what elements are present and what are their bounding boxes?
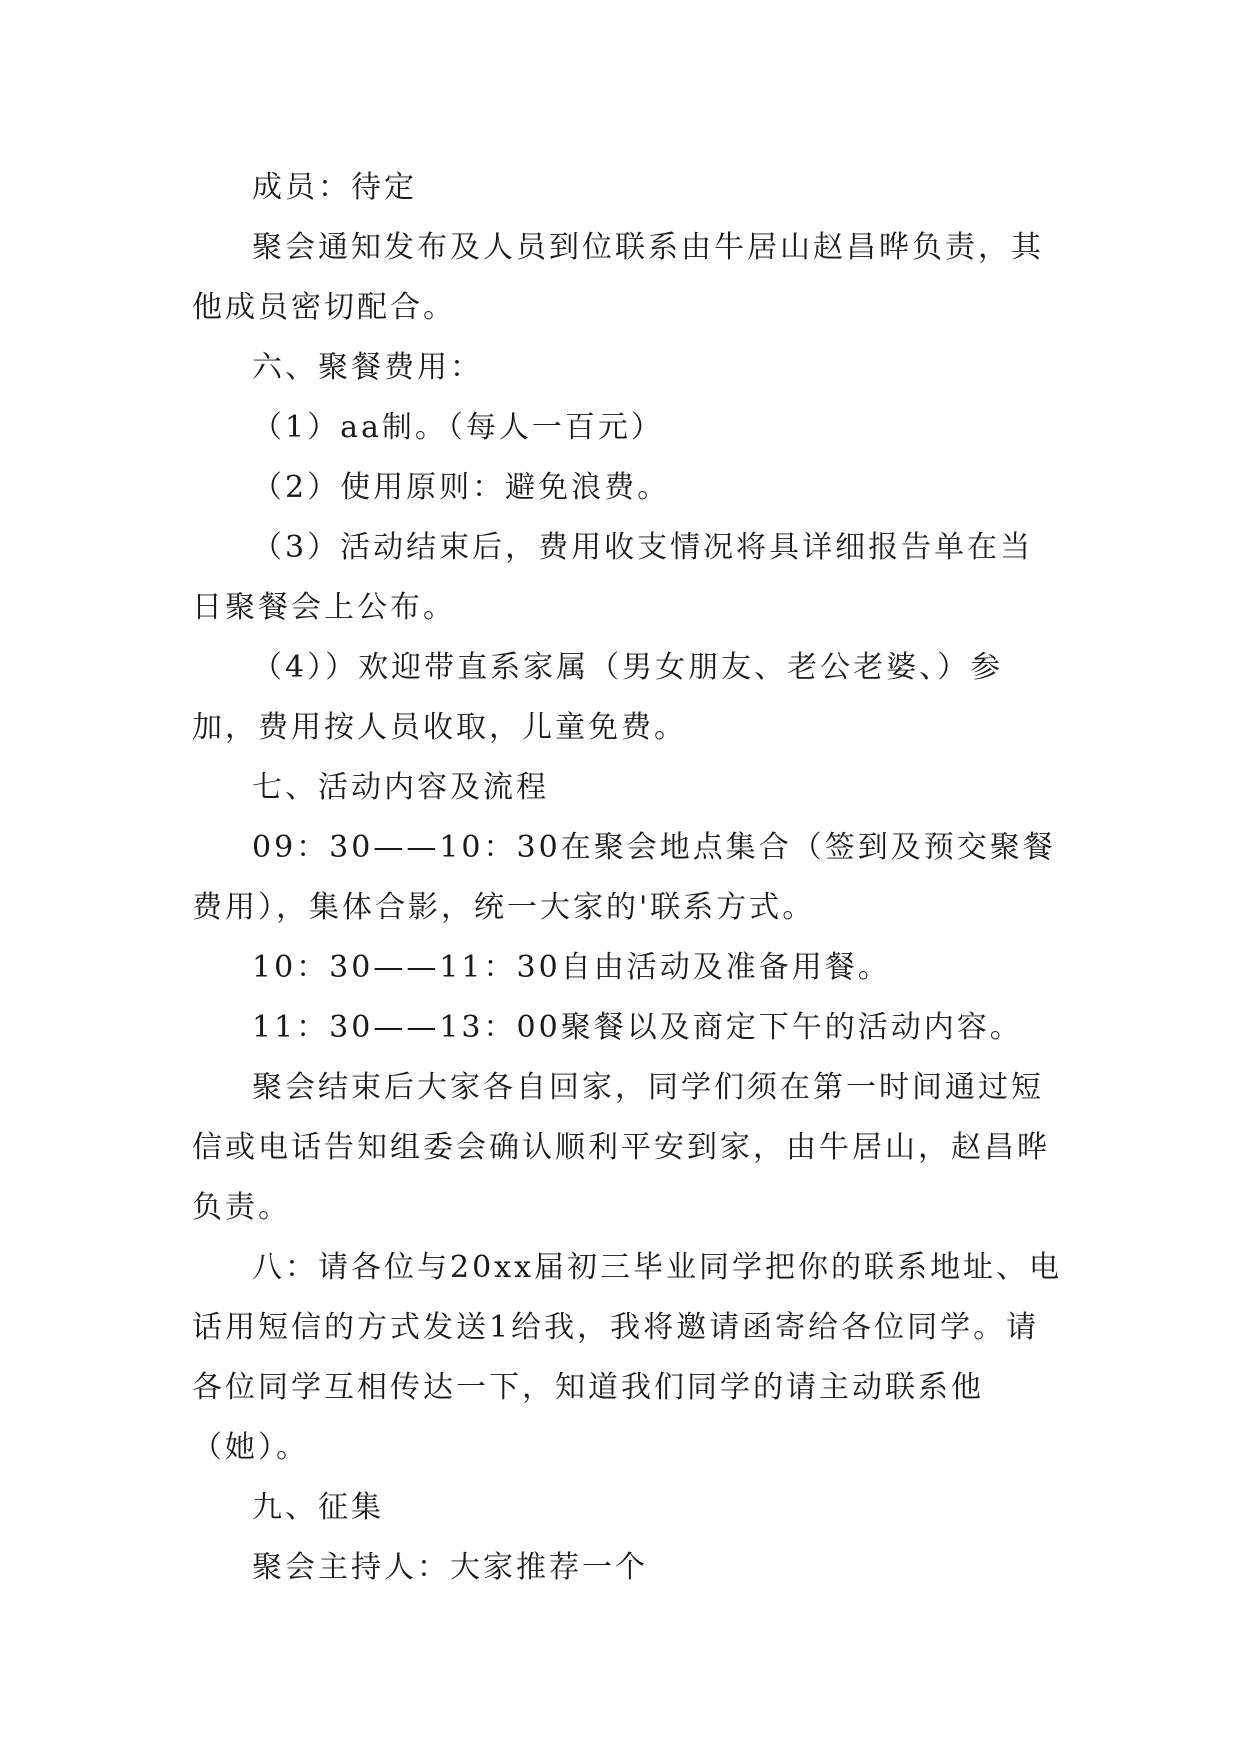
document-body <box>192 158 1062 1598</box>
heading-section-six: 六、聚餐费用： <box>252 350 483 385</box>
list-item-cost-1: （1）aa制。（每人一百元） <box>252 410 664 445</box>
paragraph-notice-contact: 聚会通知发布及人员到位联系由牛居山赵昌晔负责，其他成员密切配合。 <box>192 230 1044 325</box>
heading-section-eight: 八：请各位与20xx届初三毕业同学把你的联系地址、电话用短信的方式发送1给我，我将邀请函寄给各位同学。请各位同学互相传达一下，知道我们同学的请主动联系他（她）。 <box>192 1250 1063 1465</box>
list-item-cost-2: （2）使用原则：避免浪费。 <box>252 470 671 505</box>
paragraph-return-home: 聚会结束后大家各自回家，同学们须在第一时间通过短信或电话告知组委会确认顺利平安到家，由牛居山，赵昌晔负责。 <box>192 1070 1050 1225</box>
schedule-item-1: 09：30——10：30在聚会地点集合（签到及预交聚餐费用），集体合影，统一大家的'联系方式。 <box>192 830 1056 925</box>
list-item-cost-4: （4））欢迎带直系家属（男女朋友、老公老婆、）参加，费用按人员收取，儿童免费。 <box>192 650 1004 745</box>
paragraph-host: 聚会主持人：大家推荐一个 <box>252 1550 648 1585</box>
schedule-item-2: 10：30——11：30自由活动及准备用餐。 <box>252 950 891 985</box>
schedule-item-3: 11：30——13：00聚餐以及商定下午的活动内容。 <box>252 1010 1023 1045</box>
heading-section-nine: 九、征集 <box>252 1490 384 1525</box>
heading-section-seven: 七、活动内容及流程 <box>252 770 549 805</box>
paragraph-members: 成员：待定 <box>252 170 417 205</box>
list-item-cost-3: （3）活动结束后，费用收支情况将具详细报告单在当日聚餐会上公布。 <box>192 530 1034 625</box>
